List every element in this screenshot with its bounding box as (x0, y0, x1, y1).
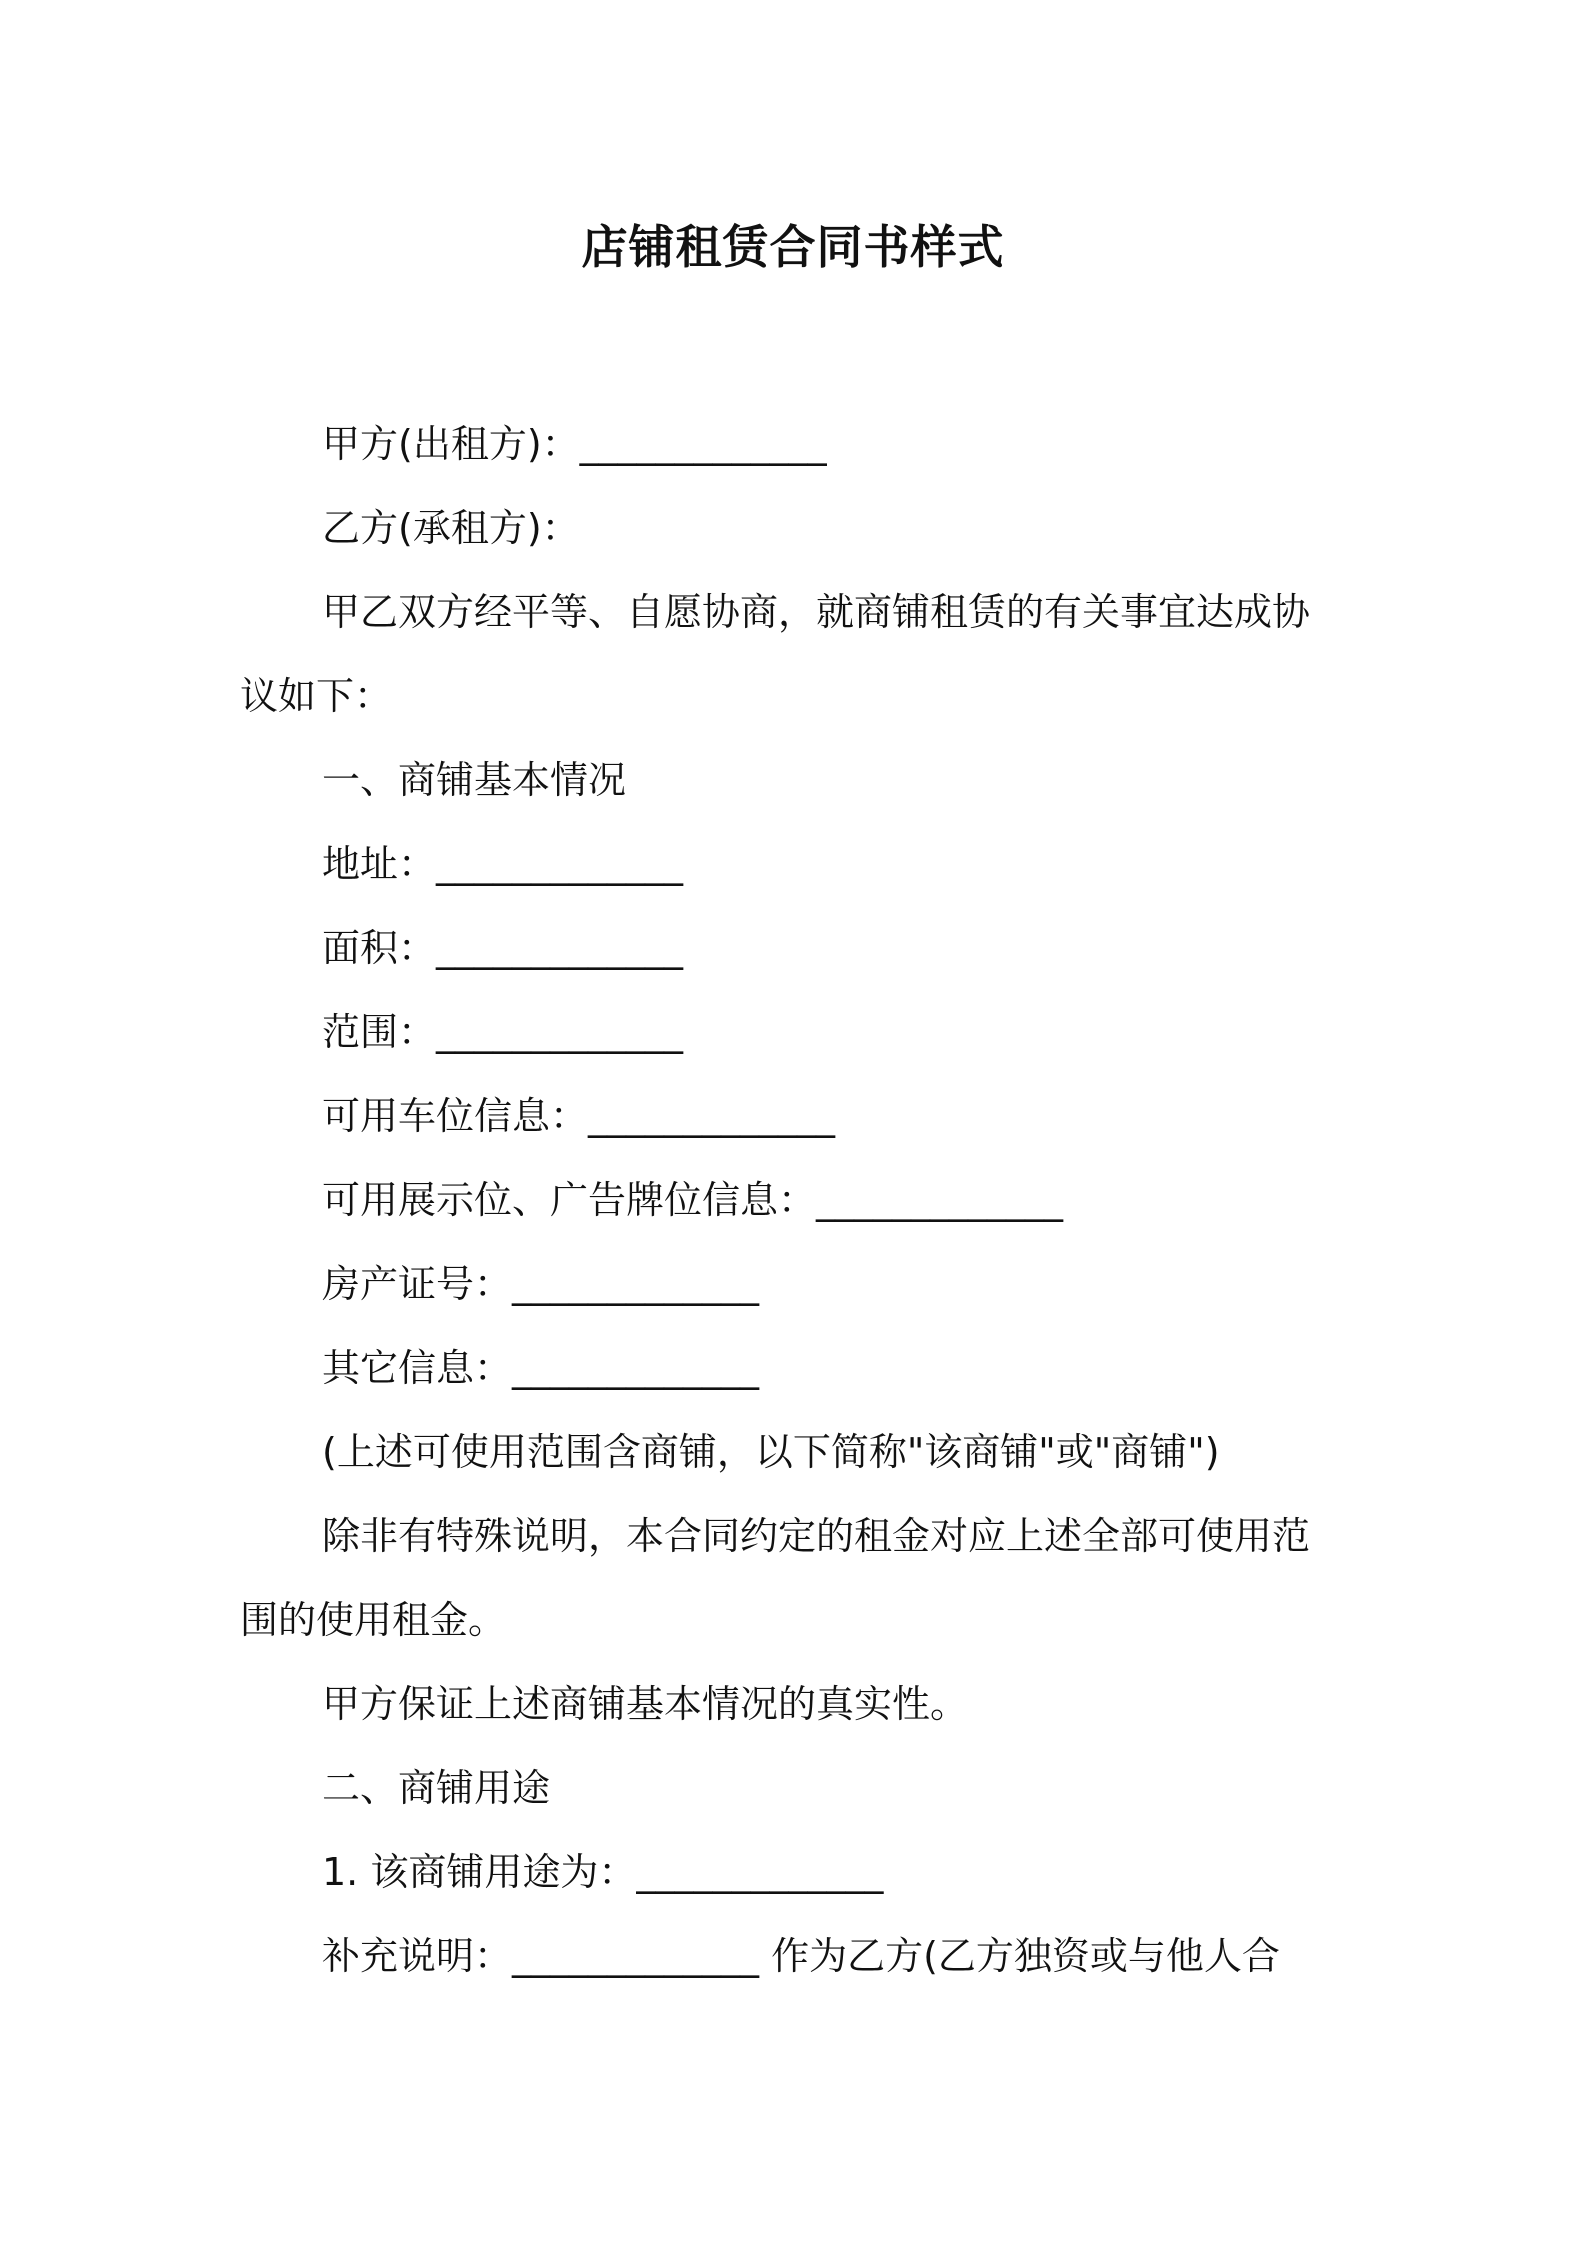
parking-info-line: 可用车位信息：_____________ (322, 1094, 836, 1138)
usage-line: 1. 该商铺用途为：_____________ (322, 1850, 884, 1894)
agreement-intro-line-2: 议如下： (240, 674, 393, 718)
display-ad-info-line: 可用展示位、广告牌位信息：_____________ (322, 1178, 1064, 1222)
address-line: 地址：_____________ (322, 842, 684, 886)
rent-clause-line-1: 除非有特殊说明，本合同约定的租金对应上述全部可使用范 (322, 1514, 1311, 1558)
document-title: 店铺租赁合同书样式 (581, 220, 1005, 274)
party-b-line: 乙方(承租方)： (322, 506, 580, 550)
document-body (240, 402, 1366, 1998)
rent-clause-line-2: 围的使用租金。 (240, 1598, 507, 1642)
section-1-heading: 一、商铺基本情况 (322, 758, 627, 802)
property-cert-line: 房产证号：_____________ (322, 1262, 760, 1306)
party-a-line: 甲方(出租方)：_____________ (322, 422, 827, 466)
section-2-heading: 二、商铺用途 (322, 1766, 551, 1810)
other-info-line: 其它信息：_____________ (322, 1346, 760, 1390)
area-line: 面积：_____________ (322, 926, 684, 970)
agreement-intro-line-1: 甲乙双方经平等、自愿协商，就商铺租赁的有关事宜达成协 (322, 590, 1311, 634)
authenticity-line: 甲方保证上述商铺基本情况的真实性。 (322, 1682, 969, 1726)
scope-line: 范围：_____________ (322, 1010, 684, 1054)
scope-note-line: (上述可使用范围含商铺，以下简称"该商铺"或"商铺") (322, 1430, 1220, 1474)
supplement-line: 补充说明：_____________ 作为乙方(乙方独资或与他人合 (322, 1934, 1280, 1978)
